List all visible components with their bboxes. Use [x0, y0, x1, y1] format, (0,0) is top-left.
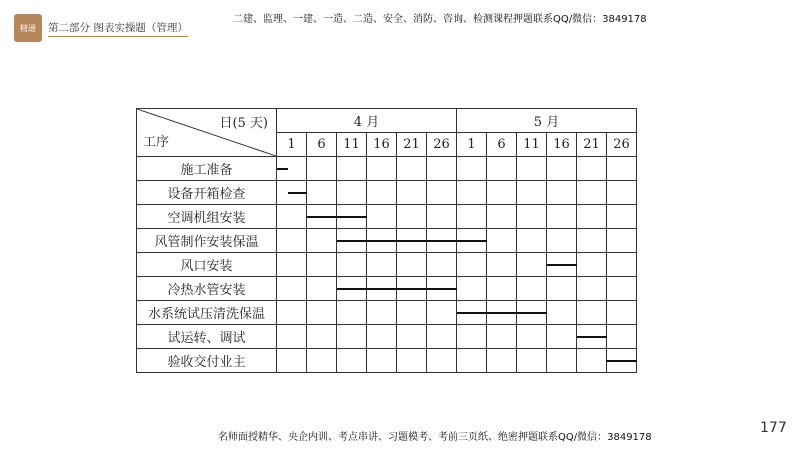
schedule-cell — [397, 229, 427, 253]
logo-text: 精通 — [20, 23, 36, 33]
schedule-cell — [547, 277, 577, 301]
schedule-bar — [517, 312, 547, 314]
process-name: 水系统试压清洗保温 — [137, 301, 277, 325]
process-name: 试运转、调试 — [137, 325, 277, 349]
schedule-cell — [397, 157, 427, 181]
schedule-cell — [337, 181, 367, 205]
schedule-cell — [457, 325, 487, 349]
schedule-cell — [577, 349, 607, 373]
schedule-cell — [337, 253, 367, 277]
schedule-bar — [547, 264, 577, 266]
schedule-bar — [487, 312, 517, 314]
schedule-bar — [367, 240, 397, 242]
schedule-cell — [307, 325, 337, 349]
schedule-bar — [457, 312, 487, 314]
brand-logo — [14, 14, 42, 42]
schedule-cell — [277, 205, 307, 229]
process-name: 验收交付业主 — [137, 349, 277, 373]
schedule-cell — [487, 253, 517, 277]
schedule-bar — [277, 168, 288, 170]
schedule-bar — [457, 240, 487, 242]
schedule-cell — [367, 277, 397, 301]
schedule-cell — [577, 325, 607, 349]
table-row — [137, 277, 637, 301]
schedule-cell — [277, 253, 307, 277]
schedule-cell — [277, 157, 307, 181]
header-promo: 二建、监理、一建、一造、二造、安全、消防、咨询、检测课程押题联系QQ/微信：3849178 — [233, 14, 647, 25]
schedule-cell — [307, 277, 337, 301]
process-name: 冷热水管安装 — [137, 277, 277, 301]
schedule-cell — [487, 325, 517, 349]
schedule-cell — [547, 301, 577, 325]
schedule-cell — [547, 325, 577, 349]
month-header-may: 5 月 — [457, 109, 637, 133]
schedule-cell — [397, 301, 427, 325]
schedule-cell — [367, 349, 397, 373]
schedule-cell — [427, 181, 457, 205]
schedule-cell — [517, 301, 547, 325]
schedule-cell — [607, 253, 637, 277]
schedule-cell — [397, 277, 427, 301]
gantt-table — [136, 108, 637, 373]
schedule-cell — [307, 157, 337, 181]
schedule-cell — [277, 277, 307, 301]
schedule-cell — [337, 157, 367, 181]
schedule-cell — [547, 181, 577, 205]
schedule-cell — [337, 229, 367, 253]
schedule-cell — [487, 157, 517, 181]
schedule-cell — [487, 229, 517, 253]
schedule-cell — [307, 301, 337, 325]
schedule-cell — [337, 349, 367, 373]
schedule-cell — [307, 181, 337, 205]
schedule-cell — [607, 277, 637, 301]
schedule-cell — [277, 325, 307, 349]
table-row — [137, 181, 637, 205]
schedule-cell — [367, 301, 397, 325]
schedule-cell — [577, 253, 607, 277]
schedule-cell — [577, 157, 607, 181]
schedule-cell — [547, 229, 577, 253]
schedule-cell — [577, 301, 607, 325]
day-header: 6 — [307, 133, 337, 157]
schedule-cell — [517, 325, 547, 349]
schedule-cell — [427, 301, 457, 325]
schedule-cell — [367, 229, 397, 253]
schedule-cell — [307, 205, 337, 229]
schedule-bar — [307, 216, 337, 218]
footer-promo: 名师面授精华、央企内训、考点串讲、习题模考、考前三页纸、绝密押题联系QQ/微信：3849178 — [218, 432, 652, 443]
day-header: 26 — [427, 133, 457, 157]
schedule-cell — [397, 325, 427, 349]
schedule-bar — [337, 288, 367, 290]
schedule-cell — [487, 205, 517, 229]
schedule-bar — [367, 288, 397, 290]
day-header: 16 — [367, 133, 397, 157]
process-name: 施工准备 — [137, 157, 277, 181]
schedule-cell — [607, 205, 637, 229]
schedule-cell — [517, 157, 547, 181]
schedule-cell — [427, 229, 457, 253]
schedule-cell — [427, 325, 457, 349]
schedule-bar — [288, 192, 308, 194]
process-name: 空调机组安装 — [137, 205, 277, 229]
schedule-cell — [607, 157, 637, 181]
table-row — [137, 349, 637, 373]
schedule-cell — [277, 181, 307, 205]
schedule-cell — [307, 349, 337, 373]
schedule-cell — [337, 205, 367, 229]
schedule-cell — [397, 253, 427, 277]
schedule-bar — [397, 240, 427, 242]
schedule-bar — [397, 288, 427, 290]
schedule-cell — [457, 205, 487, 229]
schedule-cell — [337, 277, 367, 301]
schedule-cell — [577, 277, 607, 301]
schedule-cell — [487, 277, 517, 301]
table-row — [137, 325, 637, 349]
schedule-cell — [427, 205, 457, 229]
day-header: 21 — [397, 133, 427, 157]
process-name: 风口安装 — [137, 253, 277, 277]
schedule-cell — [397, 181, 427, 205]
process-name: 设备开箱检查 — [137, 181, 277, 205]
schedule-cell — [547, 157, 577, 181]
table-row — [137, 157, 637, 181]
process-label: 工序 — [143, 135, 170, 150]
schedule-cell — [457, 301, 487, 325]
schedule-bar — [427, 288, 457, 290]
schedule-cell — [517, 229, 547, 253]
schedule-cell — [517, 205, 547, 229]
schedule-cell — [547, 349, 577, 373]
day-header: 16 — [547, 133, 577, 157]
schedule-cell — [427, 349, 457, 373]
gantt-body — [137, 157, 637, 373]
day-header: 1 — [277, 133, 307, 157]
schedule-cell — [607, 229, 637, 253]
schedule-cell — [517, 349, 547, 373]
schedule-cell — [277, 229, 307, 253]
schedule-bar — [337, 216, 367, 218]
page-number: 177 — [760, 420, 787, 436]
schedule-cell — [517, 253, 547, 277]
day-header: 11 — [337, 133, 367, 157]
header-divider — [48, 36, 188, 37]
schedule-cell — [457, 253, 487, 277]
schedule-cell — [427, 277, 457, 301]
schedule-cell — [367, 181, 397, 205]
process-name: 风管制作安装保温 — [137, 229, 277, 253]
day-header: 1 — [457, 133, 487, 157]
day-header: 21 — [577, 133, 607, 157]
schedule-cell — [577, 181, 607, 205]
schedule-cell — [517, 277, 547, 301]
schedule-cell — [607, 325, 637, 349]
schedule-cell — [457, 181, 487, 205]
time-unit-label: 日(5 天) — [219, 116, 268, 131]
schedule-cell — [457, 157, 487, 181]
schedule-cell — [577, 205, 607, 229]
schedule-cell — [457, 229, 487, 253]
month-header-april: 4 月 — [277, 109, 457, 133]
schedule-bar — [427, 240, 457, 242]
schedule-cell — [367, 325, 397, 349]
schedule-cell — [397, 349, 427, 373]
schedule-cell — [367, 157, 397, 181]
schedule-cell — [577, 229, 607, 253]
schedule-cell — [427, 253, 457, 277]
schedule-cell — [487, 301, 517, 325]
table-row — [137, 229, 637, 253]
schedule-bar — [337, 240, 367, 242]
schedule-cell — [517, 181, 547, 205]
schedule-cell — [337, 325, 367, 349]
table-corner-header — [137, 109, 277, 157]
schedule-cell — [277, 349, 307, 373]
schedule-cell — [307, 229, 337, 253]
day-header: 26 — [607, 133, 637, 157]
table-row — [137, 205, 637, 229]
schedule-cell — [277, 301, 307, 325]
schedule-cell — [607, 349, 637, 373]
schedule-cell — [547, 253, 577, 277]
schedule-cell — [457, 277, 487, 301]
day-header: 11 — [517, 133, 547, 157]
section-title: 第二部分 图表实操题（管理） — [48, 22, 188, 34]
table-row — [137, 253, 637, 277]
schedule-cell — [607, 301, 637, 325]
schedule-cell — [427, 157, 457, 181]
schedule-cell — [487, 349, 517, 373]
schedule-cell — [457, 349, 487, 373]
schedule-cell — [547, 205, 577, 229]
schedule-bar — [607, 360, 637, 362]
schedule-cell — [307, 253, 337, 277]
schedule-cell — [367, 253, 397, 277]
schedule-cell — [397, 205, 427, 229]
schedule-cell — [607, 181, 637, 205]
schedule-bar — [577, 336, 607, 338]
table-row — [137, 301, 637, 325]
schedule-cell — [337, 301, 367, 325]
schedule-cell — [367, 205, 397, 229]
day-header: 6 — [487, 133, 517, 157]
schedule-cell — [487, 181, 517, 205]
